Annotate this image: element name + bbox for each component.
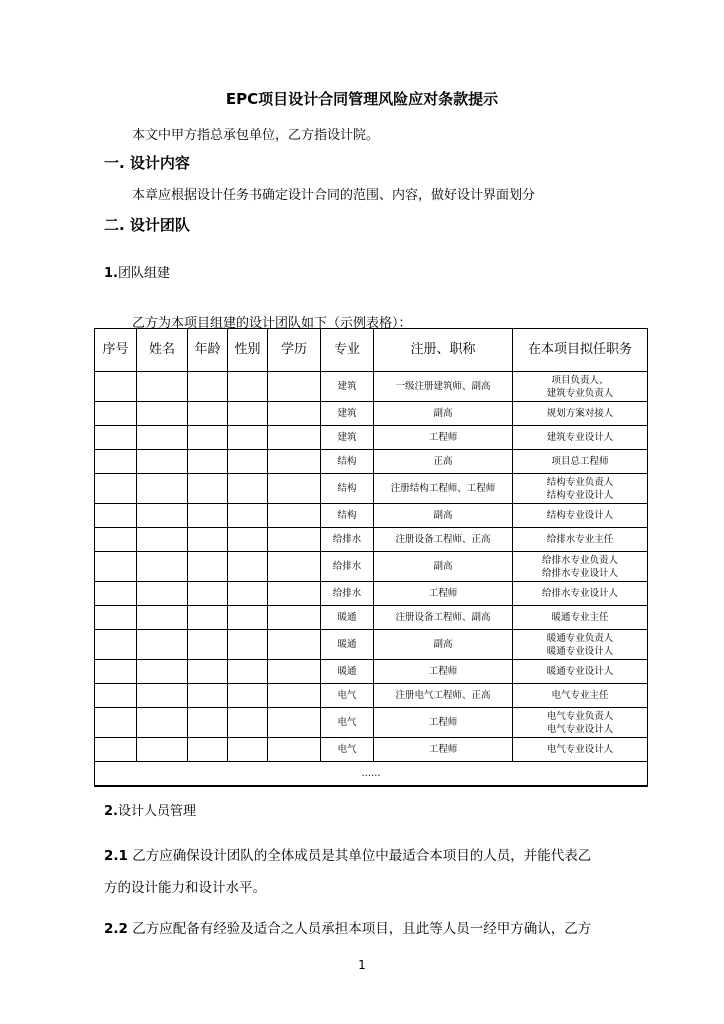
cell-major: 暖通 <box>321 660 374 684</box>
cell-role: 项目负责人、 建筑专业负责人 <box>513 372 648 402</box>
table-intro: 乙方为本项目组建的设计团队如下（示例表格）： <box>132 316 412 331</box>
cell-role: 暖通专业主任 <box>513 606 648 630</box>
intro-paragraph: 本文中甲方指总承包单位，乙方指设计院。 <box>132 128 380 143</box>
cell-education <box>268 738 321 762</box>
cell-role: 给排水专业设计人 <box>513 582 648 606</box>
cell-title: 一级注册建筑师、副高 <box>374 372 513 402</box>
cell-name <box>137 528 188 552</box>
cell-seq <box>95 372 137 402</box>
cell-seq <box>95 630 137 660</box>
paragraph-2-1-line-1: 2.1 乙方应确保设计团队的全体成员是其单位中最适合本项目的人员，并能代表乙 <box>104 848 592 864</box>
cell-education <box>268 528 321 552</box>
cell-major: 给排水 <box>321 582 374 606</box>
cell-gender <box>228 450 268 474</box>
cell-gender <box>228 684 268 708</box>
cell-gender <box>228 606 268 630</box>
cell-title: 工程师 <box>374 708 513 738</box>
cell-name <box>137 606 188 630</box>
cell-role: 电气专业负责人 电气专业设计人 <box>513 708 648 738</box>
cell-age <box>188 372 228 402</box>
cell-seq <box>95 528 137 552</box>
cell-seq <box>95 738 137 762</box>
document-title: EPC项目设计合同管理风险应对条款提示 <box>225 90 499 108</box>
cell-age <box>188 630 228 660</box>
cell-age <box>188 660 228 684</box>
table-row <box>95 660 648 684</box>
table-row <box>95 582 648 606</box>
cell-title: 工程师 <box>374 582 513 606</box>
cell-title: 副高 <box>374 504 513 528</box>
cell-education <box>268 552 321 582</box>
cell-education <box>268 660 321 684</box>
cell-seq <box>95 450 137 474</box>
subsection-2-heading: 2.设计人员管理 <box>104 804 196 819</box>
design-team-table <box>94 328 648 787</box>
cell-role: 电气专业设计人 <box>513 738 648 762</box>
cell-education <box>268 426 321 450</box>
cell-education <box>268 708 321 738</box>
cell-role: 结构专业设计人 <box>513 504 648 528</box>
header-gender: 性别 <box>228 329 268 372</box>
cell-gender <box>228 582 268 606</box>
cell-age <box>188 474 228 504</box>
cell-major: 电气 <box>321 684 374 708</box>
header-education: 学历 <box>268 329 321 372</box>
table-row <box>95 684 648 708</box>
cell-major: 建筑 <box>321 402 374 426</box>
table-row <box>95 738 648 762</box>
header-title: 注册、职称 <box>374 329 513 372</box>
cell-seq <box>95 504 137 528</box>
cell-seq <box>95 708 137 738</box>
cell-gender <box>228 552 268 582</box>
cell-major: 建筑 <box>321 372 374 402</box>
cell-age <box>188 684 228 708</box>
cell-title: 注册结构工程师、工程师 <box>374 474 513 504</box>
header-major: 专业 <box>321 329 374 372</box>
cell-role: 暖通专业设计人 <box>513 660 648 684</box>
cell-seq <box>95 402 137 426</box>
cell-role: 项目总工程师 <box>513 450 648 474</box>
cell-education <box>268 474 321 504</box>
cell-name <box>137 738 188 762</box>
cell-role: 规划方案对接人 <box>513 402 648 426</box>
cell-age <box>188 582 228 606</box>
cell-major: 暖通 <box>321 630 374 660</box>
cell-name <box>137 684 188 708</box>
cell-seq <box>95 426 137 450</box>
cell-name <box>137 402 188 426</box>
cell-education <box>268 582 321 606</box>
cell-role: 电气专业主任 <box>513 684 648 708</box>
table-ellipsis-row <box>95 762 648 787</box>
cell-title: 工程师 <box>374 426 513 450</box>
cell-title: 工程师 <box>374 660 513 684</box>
cell-age <box>188 708 228 738</box>
cell-age <box>188 426 228 450</box>
cell-major: 暖通 <box>321 606 374 630</box>
table-row <box>95 474 648 504</box>
cell-major: 结构 <box>321 504 374 528</box>
cell-title: 注册设备工程师、正高 <box>374 528 513 552</box>
cell-title: 正高 <box>374 450 513 474</box>
table-header-row <box>95 329 648 372</box>
cell-gender <box>228 402 268 426</box>
cell-name <box>137 552 188 582</box>
table-row <box>95 606 648 630</box>
cell-age <box>188 450 228 474</box>
cell-name <box>137 504 188 528</box>
cell-title: 注册电气工程师、正高 <box>374 684 513 708</box>
cell-age <box>188 528 228 552</box>
cell-title: 注册设备工程师、副高 <box>374 606 513 630</box>
cell-name <box>137 450 188 474</box>
cell-gender <box>228 660 268 684</box>
cell-education <box>268 504 321 528</box>
cell-education <box>268 630 321 660</box>
cell-major: 给排水 <box>321 528 374 552</box>
cell-title: 副高 <box>374 402 513 426</box>
cell-age <box>188 552 228 582</box>
cell-seq <box>95 582 137 606</box>
table-ellipsis: …… <box>95 762 648 787</box>
cell-name <box>137 630 188 660</box>
cell-role: 暖通专业负责人 暖通专业设计人 <box>513 630 648 660</box>
paragraph-2-2-line-1: 2.2 乙方应配备有经验及适合之人员承担本项目，且此等人员一经甲方确认，乙方 <box>104 921 592 937</box>
cell-education <box>268 372 321 402</box>
cell-gender <box>228 528 268 552</box>
cell-gender <box>228 474 268 504</box>
table-row <box>95 450 648 474</box>
section-1-text: 本章应根据设计任务书确定设计合同的范围、内容，做好设计界面划分 <box>132 188 536 203</box>
cell-gender <box>228 630 268 660</box>
cell-title: 副高 <box>374 552 513 582</box>
cell-education <box>268 684 321 708</box>
page-number: 1 <box>358 958 366 972</box>
cell-major: 结构 <box>321 450 374 474</box>
cell-major: 结构 <box>321 474 374 504</box>
cell-gender <box>228 426 268 450</box>
cell-title: 工程师 <box>374 738 513 762</box>
table-row <box>95 372 648 402</box>
cell-major: 建筑 <box>321 426 374 450</box>
section-1-heading: 一. 设计内容 <box>104 154 190 172</box>
cell-age <box>188 402 228 426</box>
cell-gender <box>228 738 268 762</box>
table-row <box>95 552 648 582</box>
header-name: 姓名 <box>137 329 188 372</box>
table-row <box>95 630 648 660</box>
cell-gender <box>228 708 268 738</box>
cell-role: 建筑专业设计人 <box>513 426 648 450</box>
cell-education <box>268 402 321 426</box>
cell-role: 给排水专业负责人 给排水专业设计人 <box>513 552 648 582</box>
cell-seq <box>95 474 137 504</box>
cell-gender <box>228 372 268 402</box>
cell-name <box>137 582 188 606</box>
table-row <box>95 426 648 450</box>
cell-age <box>188 606 228 630</box>
cell-seq <box>95 606 137 630</box>
cell-name <box>137 426 188 450</box>
section-2-heading: 二. 设计团队 <box>104 216 190 234</box>
cell-gender <box>228 504 268 528</box>
cell-seq <box>95 660 137 684</box>
cell-name <box>137 708 188 738</box>
cell-age <box>188 738 228 762</box>
cell-education <box>268 606 321 630</box>
cell-seq <box>95 552 137 582</box>
paragraph-2-1-line-2: 方的设计能力和设计水平。 <box>104 880 266 896</box>
table-row <box>95 708 648 738</box>
cell-major: 电气 <box>321 738 374 762</box>
cell-name <box>137 474 188 504</box>
cell-title: 副高 <box>374 630 513 660</box>
table-row <box>95 402 648 426</box>
table-row <box>95 504 648 528</box>
header-role: 在本项目拟任职务 <box>513 329 648 372</box>
cell-seq <box>95 684 137 708</box>
cell-name <box>137 660 188 684</box>
cell-major: 给排水 <box>321 552 374 582</box>
cell-role: 结构专业负责人 结构专业设计人 <box>513 474 648 504</box>
cell-role: 给排水专业主任 <box>513 528 648 552</box>
subsection-1-heading: 1.团队组建 <box>104 266 170 281</box>
table-row <box>95 528 648 552</box>
cell-education <box>268 450 321 474</box>
header-seq: 序号 <box>95 329 137 372</box>
cell-age <box>188 504 228 528</box>
cell-major: 电气 <box>321 708 374 738</box>
cell-name <box>137 372 188 402</box>
header-age: 年龄 <box>188 329 228 372</box>
